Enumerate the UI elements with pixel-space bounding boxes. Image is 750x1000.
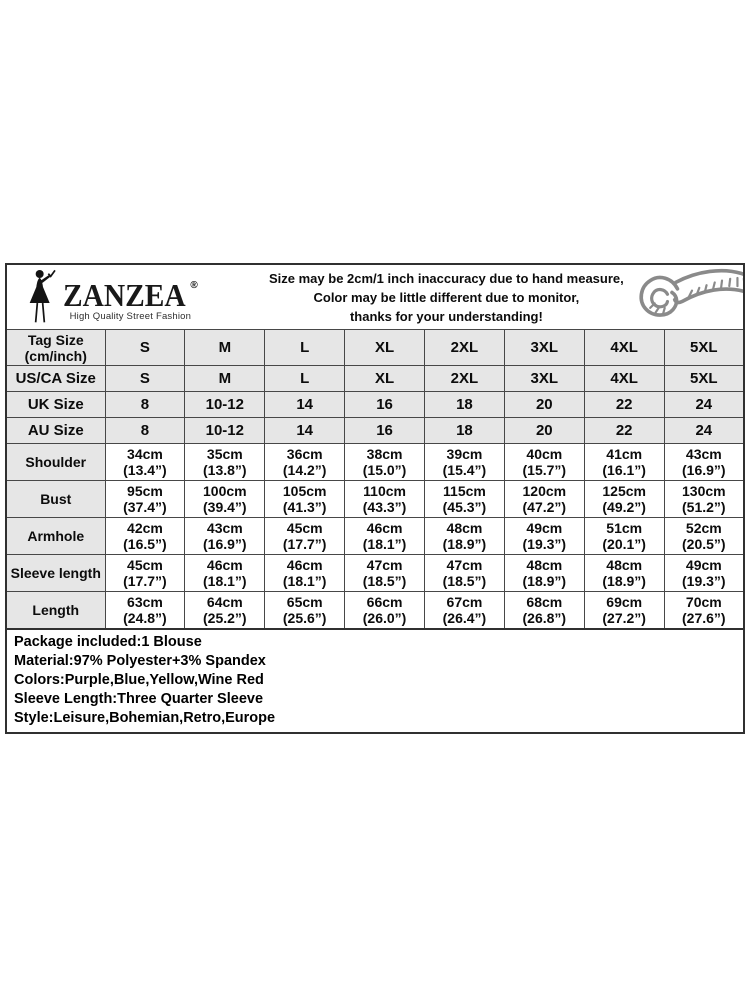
- armhole-row: [6, 518, 744, 555]
- measuring-tape-icon: [628, 267, 744, 327]
- size-cell: 5XL: [664, 330, 744, 366]
- measure-cell: 51cm (20.1”): [584, 518, 664, 555]
- measure-cell: 43cm (16.9”): [185, 518, 265, 555]
- row-label: Shoulder: [6, 444, 105, 481]
- measure-cell: 48cm (18.9”): [425, 518, 505, 555]
- detail-package: Package included:1 Blouse: [14, 634, 202, 650]
- measure-cell: 130cm (51.2”): [664, 481, 744, 518]
- measure-cell: 52cm (20.5”): [664, 518, 744, 555]
- size-cell: 18: [425, 418, 505, 444]
- size-cell: XL: [345, 366, 425, 392]
- fashion-lady-icon: [21, 269, 61, 325]
- detail-sleeve-length: Sleeve Length:Three Quarter Sleeve: [14, 691, 264, 707]
- measure-cell: 65cm (25.6”): [265, 592, 345, 630]
- measure-cell: 66cm (26.0”): [345, 592, 425, 630]
- size-cell: 10-12: [185, 392, 265, 418]
- brand-name: ZANZEA: [63, 277, 186, 313]
- size-cell: 5XL: [664, 366, 744, 392]
- measure-cell: 45cm (17.7”): [105, 555, 185, 592]
- size-cell: 16: [345, 418, 425, 444]
- row-label: AU Size: [6, 418, 105, 444]
- bust-row: [6, 481, 744, 518]
- size-cell: XL: [345, 330, 425, 366]
- size-cell: 22: [584, 418, 664, 444]
- size-cell: L: [265, 366, 345, 392]
- brand-logo-text-block: [63, 277, 198, 325]
- measure-cell: 49cm (19.3”): [504, 518, 584, 555]
- header-row: [6, 264, 744, 330]
- measure-cell: 100cm (39.4”): [185, 481, 265, 518]
- notice-line-1: Size may be 2cm/1 inch inaccuracy due to hand measure,: [269, 270, 624, 286]
- measure-cell: 49cm (19.3”): [664, 555, 744, 592]
- measure-cell: 40cm (15.7”): [504, 444, 584, 481]
- size-cell: 20: [504, 418, 584, 444]
- size-cell: 16: [345, 392, 425, 418]
- size-cell: 3XL: [504, 330, 584, 366]
- size-cell: S: [105, 366, 185, 392]
- size-cell: 4XL: [584, 330, 664, 366]
- row-label-tag-size: Tag Size (cm/inch): [6, 330, 105, 366]
- size-cell: 14: [265, 392, 345, 418]
- measure-cell: 47cm (18.5”): [425, 555, 505, 592]
- detail-colors: Colors:Purple,Blue,Yellow,Wine Red: [14, 672, 264, 688]
- registered-mark: ®: [190, 280, 198, 291]
- measure-cell: 38cm (15.0”): [345, 444, 425, 481]
- measure-cell: 67cm (26.4”): [425, 592, 505, 630]
- measure-cell: 110cm (43.3”): [345, 481, 425, 518]
- size-cell: M: [185, 330, 265, 366]
- measure-cell: 36cm (14.2”): [265, 444, 345, 481]
- row-label: Armhole: [6, 518, 105, 555]
- measure-cell: 46cm (18.1”): [185, 555, 265, 592]
- detail-material: Material:97% Polyester+3% Spandex: [14, 653, 266, 669]
- au-size-row: [6, 418, 744, 444]
- measure-notice: [269, 269, 628, 326]
- row-label: Bust: [6, 481, 105, 518]
- measure-cell: 105cm (41.3”): [265, 481, 345, 518]
- measure-cell: 41cm (16.1”): [584, 444, 664, 481]
- measure-cell: 95cm (37.4”): [105, 481, 185, 518]
- measure-cell: 47cm (18.5”): [345, 555, 425, 592]
- measure-cell: 63cm (24.8”): [105, 592, 185, 630]
- measure-cell: 46cm (18.1”): [345, 518, 425, 555]
- size-cell: 20: [504, 392, 584, 418]
- size-cell: 2XL: [425, 366, 505, 392]
- measure-cell: 115cm (45.3”): [425, 481, 505, 518]
- row-label: Sleeve length: [6, 555, 105, 592]
- size-cell: 2XL: [425, 330, 505, 366]
- size-cell: 24: [664, 418, 744, 444]
- sleeve-length-row: [6, 555, 744, 592]
- size-cell: 3XL: [504, 366, 584, 392]
- size-cell: L: [265, 330, 345, 366]
- size-cell: 22: [584, 392, 664, 418]
- size-cell: S: [105, 330, 185, 366]
- brand-tagline: High Quality Street Fashion: [69, 311, 192, 322]
- row-label: Length: [6, 592, 105, 630]
- measure-cell: 35cm (13.8”): [185, 444, 265, 481]
- size-cell: 24: [664, 392, 744, 418]
- uk-size-row: [6, 392, 744, 418]
- detail-style: Style:Leisure,Bohemian,Retro,Europe: [14, 710, 276, 726]
- size-chart-panel: [5, 263, 745, 734]
- measure-cell: 69cm (27.2”): [584, 592, 664, 630]
- measure-cell: 34cm (13.4”): [105, 444, 185, 481]
- size-cell: 18: [425, 392, 505, 418]
- header-bar: [7, 265, 743, 329]
- notice-line-3: thanks for your understanding!: [349, 308, 543, 324]
- row-label: UK Size: [6, 392, 105, 418]
- size-cell: 4XL: [584, 366, 664, 392]
- row-label: US/CA Size: [6, 366, 105, 392]
- measure-cell: 48cm (18.9”): [584, 555, 664, 592]
- product-details-box: [5, 630, 745, 734]
- size-cell: 8: [105, 418, 185, 444]
- measure-cell: 70cm (27.6”): [664, 592, 744, 630]
- size-chart-table: [5, 263, 745, 630]
- measure-cell: 120cm (47.2”): [504, 481, 584, 518]
- size-cell: 8: [105, 392, 185, 418]
- measure-cell: 42cm (16.5”): [105, 518, 185, 555]
- us-ca-size-row: [6, 366, 744, 392]
- size-cell: M: [185, 366, 265, 392]
- size-cell: 14: [265, 418, 345, 444]
- measure-cell: 43cm (16.9”): [664, 444, 744, 481]
- measure-cell: 45cm (17.7”): [265, 518, 345, 555]
- brand-logo: [21, 269, 269, 325]
- measure-cell: 48cm (18.9”): [504, 555, 584, 592]
- shoulder-row: [6, 444, 744, 481]
- size-cell: 10-12: [185, 418, 265, 444]
- measure-cell: 68cm (26.8”): [504, 592, 584, 630]
- measure-cell: 125cm (49.2”): [584, 481, 664, 518]
- measure-cell: 46cm (18.1”): [265, 555, 345, 592]
- length-row: [6, 592, 744, 630]
- notice-line-2: Color may be little different due to monitor,: [313, 289, 580, 305]
- tag-size-row: [6, 330, 744, 366]
- measure-cell: 39cm (15.4”): [425, 444, 505, 481]
- measure-cell: 64cm (25.2”): [185, 592, 265, 630]
